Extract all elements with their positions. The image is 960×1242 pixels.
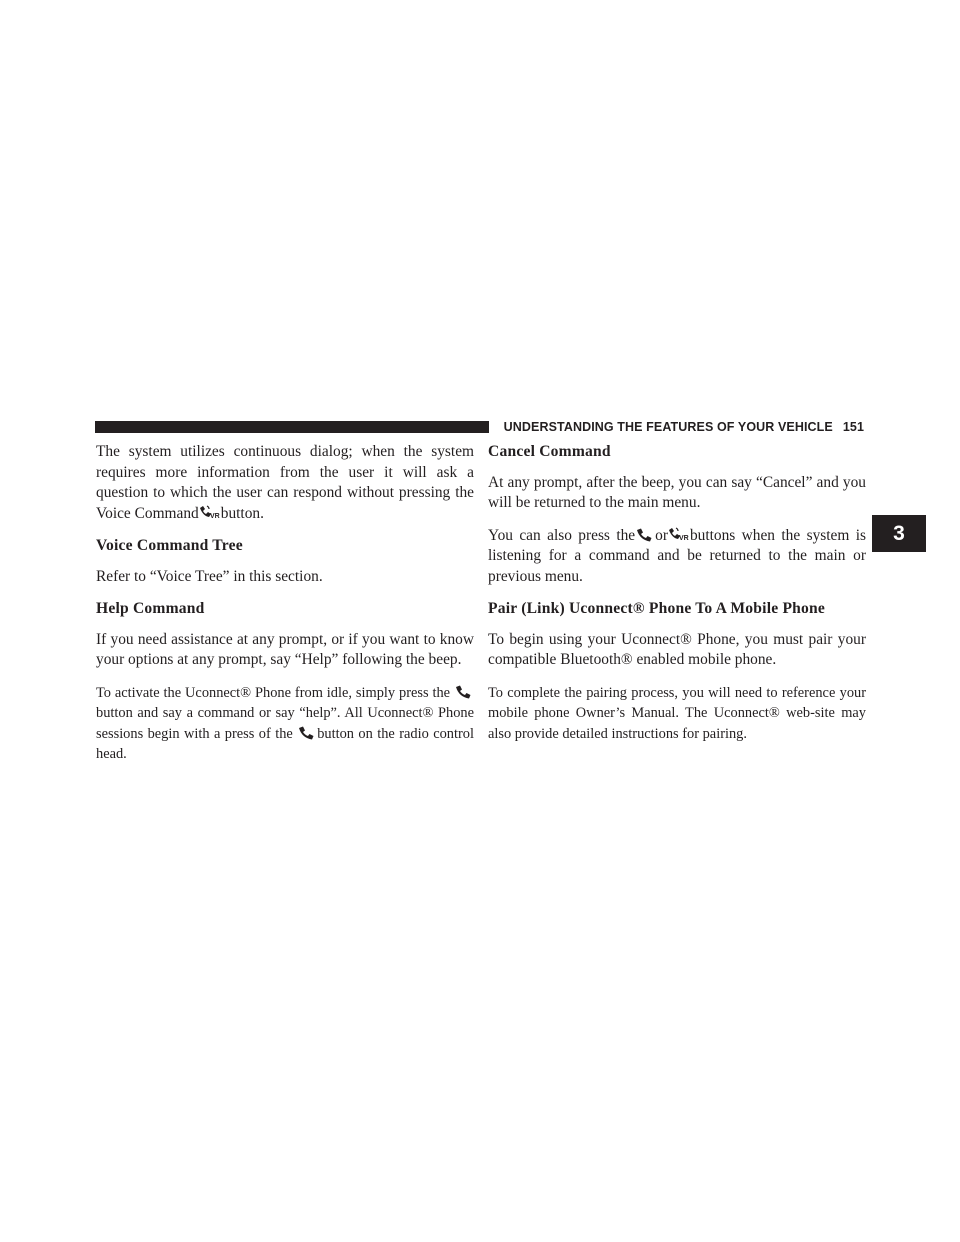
left-column [96,442,474,777]
phone-icon [297,726,317,740]
help-command-heading: Help Command [96,600,205,617]
cancel-command-heading: Cancel Command [488,443,611,460]
phone-icon [635,528,655,542]
activate-text-3: button on the radio control head. [96,725,474,762]
page-number: 151 [842,420,864,434]
pair-phone-heading: Pair (Link) Uconnect® Phone To A Mobile Phone [488,600,826,617]
activate-paragraph [96,683,474,765]
intro-text-end: button. [220,504,264,522]
also-press-text-1: You can also press the [488,526,636,544]
intro-paragraph [96,442,474,524]
cancel-paragraph: At any prompt, after the beep, you can say “Cancel” and you will be returned to the main menu. [488,473,866,511]
intro-text: The system utilizes continuous dialog; when the system requires more information from the user it will ask a question to which the user can respond without pressing the Voice Command [96,443,474,522]
activate-text-1: To activate the Uconnect® Phone from idle, simply press the [96,684,451,701]
voice-command-icon [668,527,690,542]
voice-command-icon [199,505,221,520]
help-paragraph: If you need assistance at any prompt, or if you want to know your options at any prompt, say “Help” following the beep. [96,630,474,668]
running-header [500,418,864,436]
section-title: UNDERSTANDING THE FEATURES OF YOUR VEHICLE [503,420,833,434]
right-column [488,442,866,756]
pairing-process-paragraph: To complete the pairing process, you will need to reference your mobile phone Owner’s Manual. The Uconnect® web-site may also provide detailed instructions for pairing. [488,684,866,742]
pair-paragraph: To begin using your Uconnect® Phone, you must pair your compatible Bluetooth® enabled mobile phone. [488,630,866,668]
also-press-paragraph [488,526,866,588]
activate-text-2: button and say a command or say “help”. All Uconnect® Phone sessions begin with a press of the [96,705,474,742]
header-rule [95,421,489,433]
also-press-text-3: buttons when the system is listening for a command and be returned to the main or previous menu. [488,526,867,585]
voice-command-tree-heading: Voice Command Tree [96,537,243,554]
also-press-text-2: or [655,526,668,544]
svg-text:VR: VR [209,512,220,520]
chapter-tab: 3 [872,515,926,552]
phone-icon [454,685,474,699]
voice-tree-paragraph: Refer to “Voice Tree” in this section. [96,567,323,585]
svg-text:VR: VR [678,534,689,542]
